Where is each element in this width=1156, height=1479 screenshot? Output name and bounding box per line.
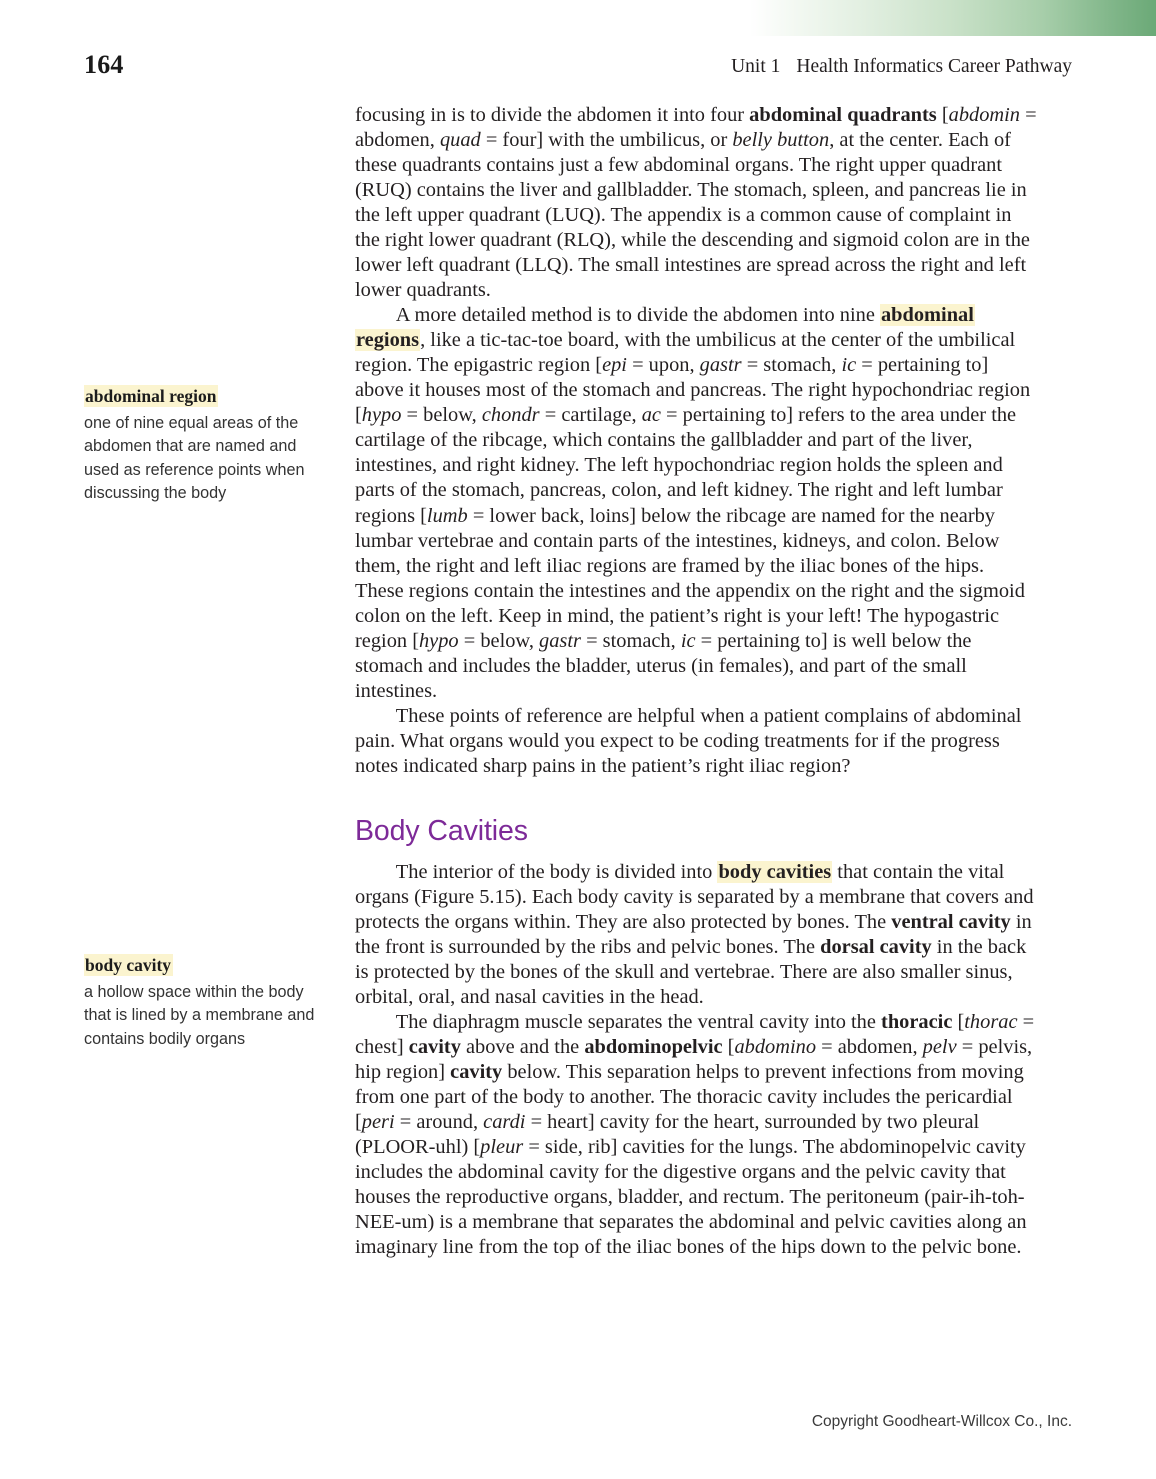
- glossary-entry-abdominal-region: [84, 385, 316, 506]
- text-run: = upon,: [626, 354, 700, 377]
- text-run-italic: abdomino: [734, 1036, 817, 1059]
- text-run: = abdomen,: [355, 104, 1037, 152]
- text-run: = pertaining to] is well below the stomach and includes the bladder, uterus (in females), and part of the small intestines.: [355, 629, 972, 702]
- text-run: = side, rib] cavities for the lungs. The abdominopelvic cavity includes the abdominal cavity for the digestive organs and the pelvic cavity that houses the reproductive organs, bladder, and rectum. The peritoneum (pair-ih-toh-NEE-um) is a membrane that separates the abdominal and pelvic cavities along an imaginary line from the top of the iliac bones of the hips down to the pelvic bone.: [355, 1136, 1027, 1259]
- text-run: , like a tic-tac-toe board, with the umbilicus at the center of the umbilical region. The epigastric region [: [355, 329, 1016, 377]
- text-run: that contain the vital organs (Figure 5.15). Each body cavity is separated by a membrane that covers and protects the organs within. They are also protected by bones. The: [355, 860, 1034, 933]
- text-run: , at the center. Each of these quadrants contains just a few abdominal organs. The right upper quadrant (RUQ) contains the liver and gallbladder. The stomach, spleen, and pancreas lie in the left upper quadrant (LUQ). The appendix is a common cause of complaint in the right lower quadrant (RLQ), while the descending and sigmoid colon are in the lower left quadrant (LLQ). The small intestines are spread across the right and left lower quadrants.: [355, 129, 1030, 302]
- text-run-italic: peri: [361, 1111, 395, 1134]
- text-run: [: [722, 1036, 735, 1059]
- text-run: = four] with the umbilicus, or: [480, 129, 733, 152]
- glossary-term: abdominal region: [85, 386, 217, 406]
- main-text-column: [355, 103, 1037, 1260]
- text-run-italic: lumb: [426, 504, 468, 527]
- text-run: = chest]: [355, 1011, 1035, 1059]
- text-run: = below,: [401, 404, 482, 427]
- glossary-term-wrapper: [84, 954, 316, 978]
- text-run: in the front is surrounded by the ribs and pelvic bones. The: [355, 910, 1032, 958]
- text-run: = around,: [394, 1111, 484, 1134]
- text-run-bold: cavity: [450, 1061, 503, 1084]
- paragraph-points-of-reference: [355, 704, 1037, 779]
- text-run: = cartilage,: [539, 404, 642, 427]
- text-run: [: [952, 1011, 965, 1034]
- highlighted-term: abdominal regions: [356, 304, 974, 352]
- text-run: [: [936, 104, 949, 126]
- paragraph-abdominal-quadrants: [355, 103, 1037, 303]
- text-run: A more detailed method is to divide the abdomen into nine: [395, 304, 880, 327]
- text-run-italic: abdomin: [948, 104, 1020, 126]
- text-run: = lower back, loins] below the ribcage are named for the nearby lumbar vertebrae and contain parts of the intestines, kidneys, and colon. Below them, the right and left iliac regions are framed by the iliac bones of the hips. These regions contain the intestines and the appendix on the right and the sigmoid colon on the left. Keep in mind, the patient’s right is your left! The hypogastric region [: [355, 504, 1025, 652]
- text-run-italic: ac: [641, 404, 661, 427]
- text-run: = below,: [458, 629, 540, 652]
- copyright-footer: Copyright Goodheart-Willcox Co., Inc.: [811, 1413, 1072, 1430]
- paragraph-diaphragm: [355, 1010, 1037, 1260]
- running-head-pathway: Health Informatics Career Pathway: [796, 56, 1072, 77]
- text-run-italic: hypo: [361, 404, 402, 427]
- text-run-italic: gastr: [539, 629, 581, 652]
- text-run: The diaphragm muscle separates the ventral cavity into the: [395, 1011, 882, 1034]
- text-run-bold: thoracic: [881, 1011, 953, 1034]
- paragraph-body-cavities-intro: [355, 860, 1037, 1010]
- text-run: = stomach,: [580, 629, 681, 652]
- text-run-italic: epi: [602, 354, 627, 377]
- glossary-entry-body-cavity: [84, 954, 316, 1051]
- text-run: = heart] cavity for the heart, surrounded by two pleural (PLOOR-uhl) [: [355, 1111, 980, 1159]
- text-run-italic: pleur: [480, 1136, 524, 1159]
- glossary-term-wrapper: [84, 385, 316, 409]
- text-run-italic: quad: [439, 129, 481, 152]
- text-run: focusing in is to divide the abdomen it into four: [355, 104, 750, 126]
- text-run: These points of reference are helpful when a patient complains of abdominal pain. What organs would you expect to be coding treatments for if the progress notes indicated sharp pains in the patient’s right iliac region?: [355, 704, 1022, 777]
- text-run-italic: pelv: [922, 1036, 957, 1059]
- text-run-bold: abdominal quadrants: [749, 104, 937, 126]
- highlighted-term: body cavities: [718, 860, 832, 883]
- paragraph-abdominal-regions: [355, 303, 1037, 704]
- text-run-bold: abdominopelvic: [584, 1036, 723, 1059]
- glossary-term: body cavity: [85, 955, 172, 975]
- page-number: 164: [84, 50, 124, 79]
- text-run-bold: ventral cavity: [891, 910, 1011, 933]
- text-run: = pertaining to] above it houses most of the stomach and pancreas. The right hypochondriac region [: [355, 354, 1031, 427]
- section-heading-body-cavities: Body Cavities: [355, 814, 528, 847]
- text-run-bold: cavity: [408, 1036, 461, 1059]
- glossary-definition: one of nine equal areas of the abdomen that are named and used as reference points when discussing the body: [84, 413, 305, 503]
- text-run: = pelvis, hip region]: [355, 1036, 1033, 1084]
- glossary-definition: a hollow space within the body that is lined by a membrane and contains bodily organs: [84, 982, 315, 1048]
- text-run-italic: ic: [841, 354, 857, 377]
- text-run-italic: cardi: [483, 1111, 526, 1134]
- text-run-italic: hypo: [418, 629, 459, 652]
- text-run-italic: gastr: [699, 354, 742, 377]
- text-run-italic: chondr: [481, 404, 540, 427]
- text-run: above and the: [460, 1036, 585, 1059]
- text-run-italic: ic: [680, 629, 696, 652]
- decorative-green-band: [750, 0, 1156, 36]
- text-run-italic: thorac: [964, 1011, 1018, 1034]
- text-run-bold: dorsal cavity: [820, 935, 932, 958]
- running-head: [84, 50, 1072, 84]
- text-run: The interior of the body is divided into: [395, 860, 718, 883]
- text-run: = stomach,: [741, 354, 842, 377]
- running-head-title: [731, 56, 1072, 78]
- text-run: = abdomen,: [816, 1036, 923, 1059]
- text-run: in the back is protected by the bones of the skull and vertebrae. There are also smaller sinus, orbital, oral, and nasal cavities in the head.: [355, 935, 1027, 1008]
- text-run: below. This separation helps to prevent infections from moving from one part of the body to another. The thoracic cavity includes the pericardial [: [355, 1061, 1024, 1134]
- running-head-unit: Unit 1: [731, 56, 781, 77]
- text-run-italic: belly button: [732, 129, 830, 152]
- text-run: = pertaining to] refers to the area under the cartilage of the ribcage, which contains the gallbladder and part of the liver, intestines, and right kidney. The left hypochondriac region holds the spleen and parts of the stomach, pancreas, colon, and left kidney. The right and left lumbar regions [: [355, 404, 1017, 527]
